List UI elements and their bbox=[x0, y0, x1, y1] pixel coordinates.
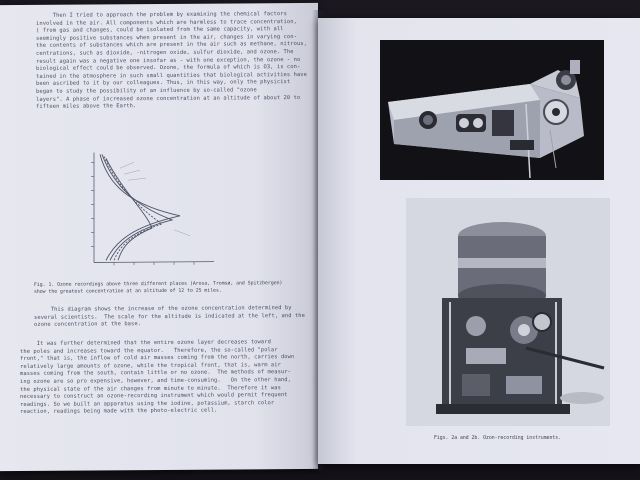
left-page bbox=[0, 3, 318, 471]
ozone-figure bbox=[64, 144, 224, 280]
intro-paragraph: Then I tried to approach the problem by examining the chemical factors involved in the air. All components which are harmless to trace concentration, ( from gas and changes, could be isolated from the same capacity, with all seemingly positive substances when present in the air, changes in varying con- the contents of substances which are present in the air such as methane, nitrous, centrations, such as dioxide, -nitrogen oxide, sulfur dioxide, and ozone. The result again was a negative one insofar as - with one exception, the ozone - no biological effect could be observed. Ozone, the formula of which is O3, is con- tained in the atmosphere in such small quantities that biological activities have been ascribed to it by our colleagues. Thus, in this way, only the physicist began to study the possibility of an influence by so-called "ozone layers". A phase of increased ozone concentration at an altitude of about 20 to fifteen miles above the Earth. bbox=[36, 11, 307, 110]
right-page bbox=[318, 18, 640, 464]
ozone-curves bbox=[100, 154, 180, 261]
instrument-photo-2a bbox=[380, 40, 604, 180]
figure-1-caption: Fig. 1. Ozone recordings above three different places (Arosa, Tromsø, and Spitzbergen) show the greatest concentration at an altitude of 12 to 25 miles. bbox=[34, 281, 283, 295]
figure-2-caption: Figs. 2a and 2b. Ozon-recording instruments. bbox=[434, 436, 562, 441]
instrument-photo-2b bbox=[406, 198, 610, 426]
body-paragraph-1: This diagram shows the increase of the ozone concentration determined by several scientists. The scale for the altitude is indicated at the left, and the ozone concentration at the base. bbox=[34, 305, 305, 329]
body-paragraph-2: It was further determined that the entire ozone layer decreases toward the poles and increases toward the equator. Therefore, the so-called "polar front," that is, the inflow of cold air masses coming from the north, carries down relatively large amounts of ozone, while the tropical front, that is, warm air masses coming from the south, contain little or no ozone. The methods of measur- ing ozone are so pro expensive, however, and time-consuming. On the other hand, the physical state of the air changes from minute to minute. Therefore it was necessary to construct an ozone-recording instrument which would permit frequent readings. So we built an apparatus using the iodine, potassium, starch color reaction, readings being made with the photo-electric cell. bbox=[20, 339, 295, 416]
